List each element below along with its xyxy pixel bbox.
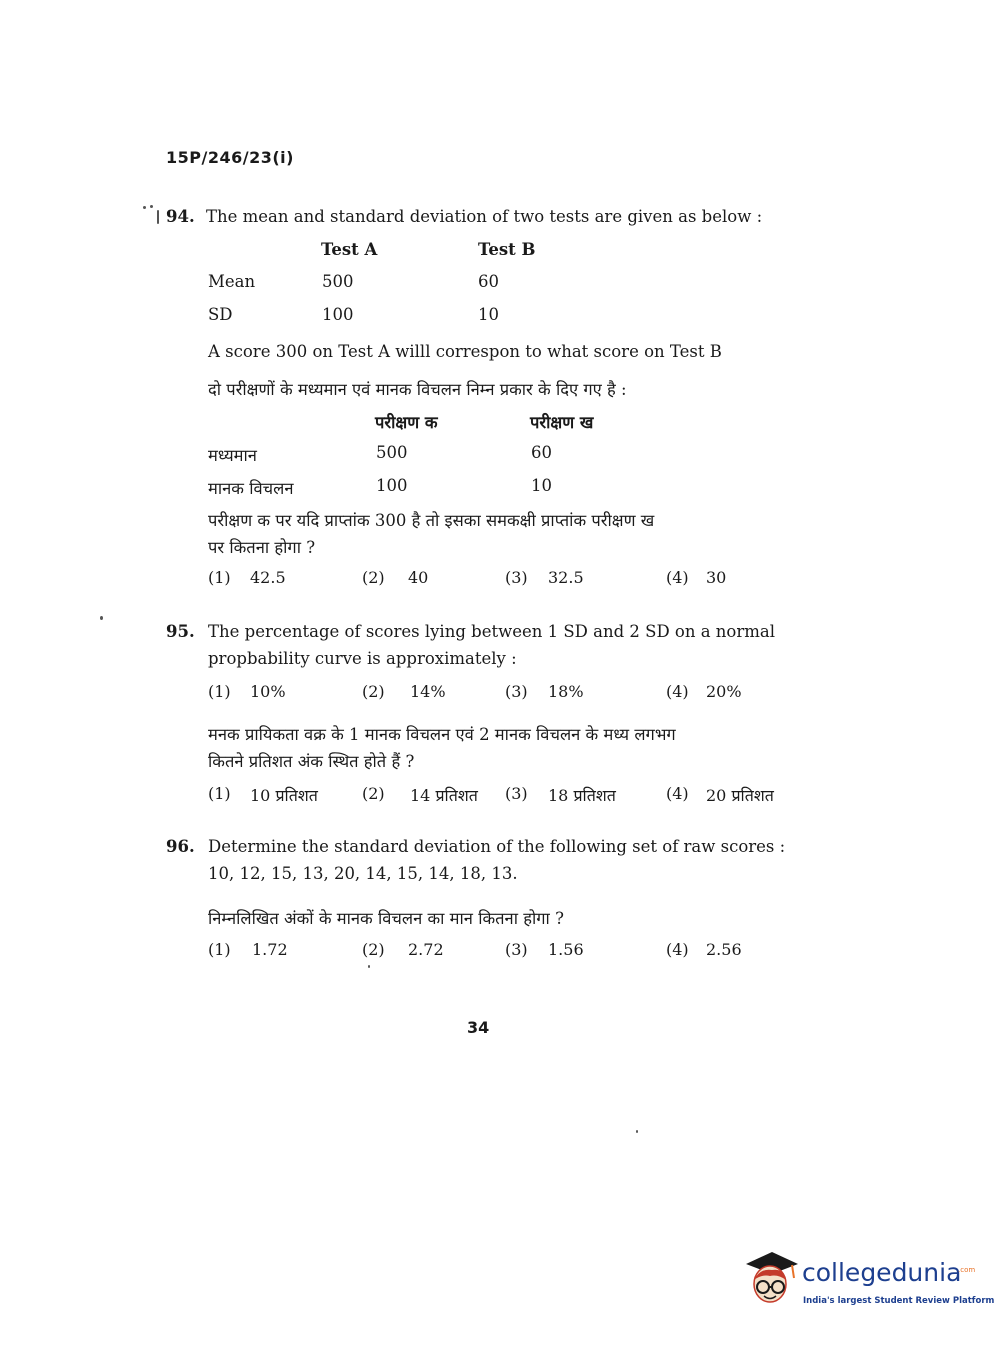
question-number: 95. [166, 622, 195, 641]
option-number: (1) [208, 784, 231, 803]
question-text-en: propbability curve is approximately : [208, 649, 517, 668]
option-number: (2) [362, 682, 385, 701]
table-header-test-b-hi: परीक्षण ख [530, 413, 594, 432]
option-text: 20% [706, 682, 742, 701]
option-text: 18% [548, 682, 584, 701]
table-cell: 10 [478, 305, 499, 324]
option-text: 42.5 [250, 568, 286, 587]
scan-speck [368, 965, 370, 968]
table-cell: 100 [376, 476, 408, 495]
table-header-test-a-hi: परीक्षण क [375, 413, 438, 432]
table-row-label: मध्यमान [208, 446, 257, 465]
option-number: (4) [666, 682, 689, 701]
option-number: (4) [666, 568, 689, 587]
option-text: 20 प्रतिशत [706, 786, 774, 805]
table-row-label: मानक विचलन [208, 479, 294, 498]
option-number: (3) [505, 568, 528, 587]
option-number: (3) [505, 784, 528, 803]
table-header-test-b: Test B [478, 240, 536, 259]
question-text-hi: कितने प्रतिशत अंक स्थित होते हैं ? [208, 752, 415, 771]
option-number: (2) [362, 568, 385, 587]
scan-speck [150, 205, 153, 208]
option-text: 30 [706, 568, 727, 587]
question-text-hi: दो परीक्षणों के मध्यमान एवं मानक विचलन निम्न प्रकार के दिए गए है : [208, 380, 627, 399]
table-header-test-a: Test A [321, 240, 378, 259]
table-cell: 500 [376, 443, 408, 462]
collegedunia-logo [742, 1250, 995, 1312]
brand-tagline: India's largest Student Review Platform [803, 1296, 995, 1306]
option-text: 40 [408, 568, 429, 587]
mascot-icon [742, 1250, 800, 1312]
table-row-label: SD [208, 305, 233, 324]
question-text-en: The mean and standard deviation of two tests are given as below : [206, 207, 763, 226]
option-text: 18 प्रतिशत [548, 786, 616, 805]
option-number: (1) [208, 940, 231, 959]
option-text: 1.72 [252, 940, 288, 959]
option-text: 32.5 [548, 568, 584, 587]
scan-speck [157, 210, 159, 224]
table-cell: 10 [531, 476, 552, 495]
followup-text-hi: पर कितना होगा ? [208, 538, 316, 557]
page-number: 34 [467, 1018, 490, 1037]
option-text: 1.56 [548, 940, 584, 959]
question-number: 94. [166, 207, 195, 226]
option-number: (1) [208, 568, 231, 587]
option-number: (3) [505, 682, 528, 701]
question-text-en: The percentage of scores lying between 1 SD and 2 SD on a normal [208, 622, 776, 641]
question-text-hi: निम्नलिखित अंकों के मानक विचलन का मान कितना होगा ? [208, 909, 564, 928]
table-cell: 500 [322, 272, 354, 291]
brand-suffix: .com [958, 1266, 976, 1274]
followup-text-en: A score 300 on Test A willl correspon to what score on Test B [208, 342, 722, 361]
option-text: 2.72 [408, 940, 444, 959]
option-number: (4) [666, 784, 689, 803]
table-row-label: Mean [208, 272, 256, 291]
paper-code: 15P/246/23(i) [166, 148, 294, 167]
scan-speck [636, 1130, 638, 1133]
option-number: (2) [362, 940, 385, 959]
table-cell: 60 [531, 443, 552, 462]
followup-text-hi: परीक्षण क पर यदि प्राप्तांक 300 है तो इसका समकक्षी प्राप्तांक परीक्षण ख [208, 511, 655, 530]
option-text: 14% [410, 682, 446, 701]
question-number: 96. [166, 837, 195, 856]
scan-speck [143, 206, 146, 209]
scan-speck [100, 616, 103, 620]
question-text-hi: मनक प्रायिकता वक्र के 1 मानक विचलन एवं 2 मानक विचलन के मध्य लगभग [208, 725, 676, 744]
option-number: (2) [362, 784, 385, 803]
raw-scores: 10, 12, 15, 13, 20, 14, 15, 14, 18, 13. [208, 864, 518, 883]
option-number: (4) [666, 940, 689, 959]
option-number: (3) [505, 940, 528, 959]
brand-name: collegedunia [802, 1258, 962, 1287]
option-text: 2.56 [706, 940, 742, 959]
option-text: 10 प्रतिशत [250, 786, 318, 805]
table-cell: 60 [478, 272, 499, 291]
option-text: 14 प्रतिशत [410, 786, 478, 805]
question-text-en: Determine the standard deviation of the following set of raw scores : [208, 837, 786, 856]
table-cell: 100 [322, 305, 354, 324]
option-text: 10% [250, 682, 286, 701]
option-number: (1) [208, 682, 231, 701]
